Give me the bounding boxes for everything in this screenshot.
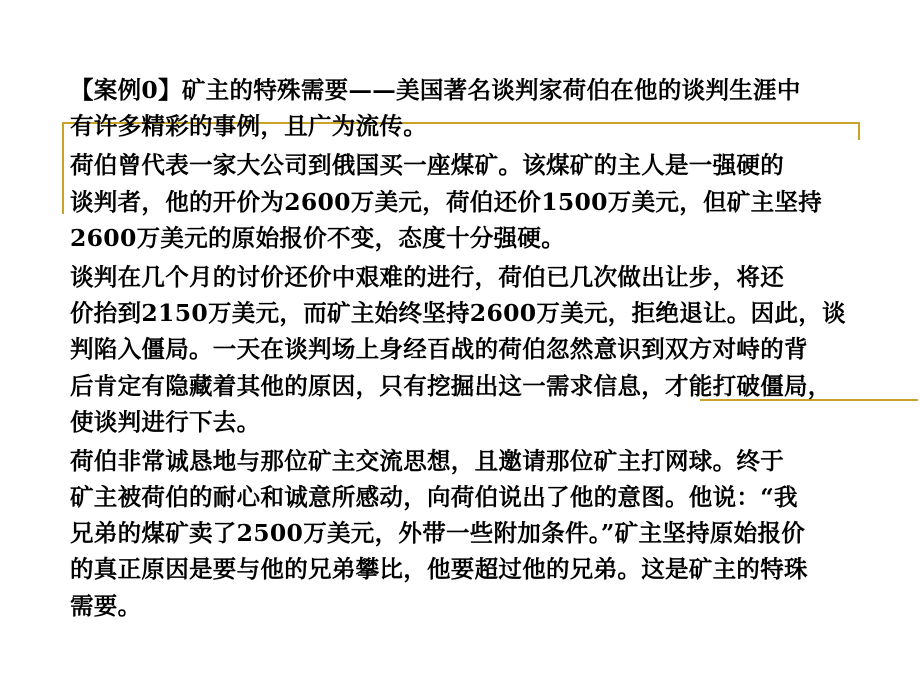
- text-line: 判陷入僵局。一天在谈判场上身经百战的荷伯忽然意识到双方对峙的背: [70, 335, 808, 364]
- paragraph-3: [70, 259, 870, 440]
- case-study-text: [70, 72, 870, 624]
- text-line: 【案例0】矿主的特殊需要——美国著名谈判家荷伯在他的谈判生涯中: [70, 76, 801, 104]
- text-line: 矿主被荷伯的耐心和诚意所感动，向荷伯说出了他的意图。他说：“我: [70, 483, 798, 512]
- text-line: 2600万美元的原始报价不变，态度十分强硬。: [70, 223, 566, 252]
- text-line: 后肯定有隐藏着其他的原因，只有挖掘出这一需求信息，才能打破僵局，: [70, 371, 832, 400]
- text-line: 兄弟的煤矿卖了2500万美元，外带一些附加条件。”矿主坚持原始报价: [70, 519, 806, 548]
- text-line: 有许多精彩的事例，且广为流传。: [70, 112, 427, 141]
- text-line: 价抬到2150万美元，而矿主始终坚持2600万美元，拒绝退让。因此，谈: [70, 299, 846, 328]
- left-decorative-rule: [62, 122, 64, 214]
- text-line: 使谈判进行下去。: [70, 407, 261, 436]
- text-line: 谈判在几个月的讨价还价中艰难的进行，荷伯已几次做出让步，将还: [70, 262, 784, 291]
- paragraph-2: [70, 147, 870, 256]
- text-line: 需要。: [70, 591, 142, 620]
- paragraph-1: [70, 72, 870, 144]
- text-line: 荷伯曾代表一家大公司到俄国买一座煤矿。该煤矿的主人是一强硬的: [70, 151, 784, 180]
- text-line: 谈判者，他的开价为2600万美元，荷伯还价1500万美元，但矿主坚持: [70, 187, 823, 216]
- text-line: 荷伯非常诚恳地与那位矿主交流思想，且邀请那位矿主打网球。终于: [70, 446, 784, 475]
- text-line: 的真正原因是要与他的兄弟攀比，他要超过他的兄弟。这是矿主的特珠: [70, 555, 808, 584]
- paragraph-4: [70, 443, 870, 624]
